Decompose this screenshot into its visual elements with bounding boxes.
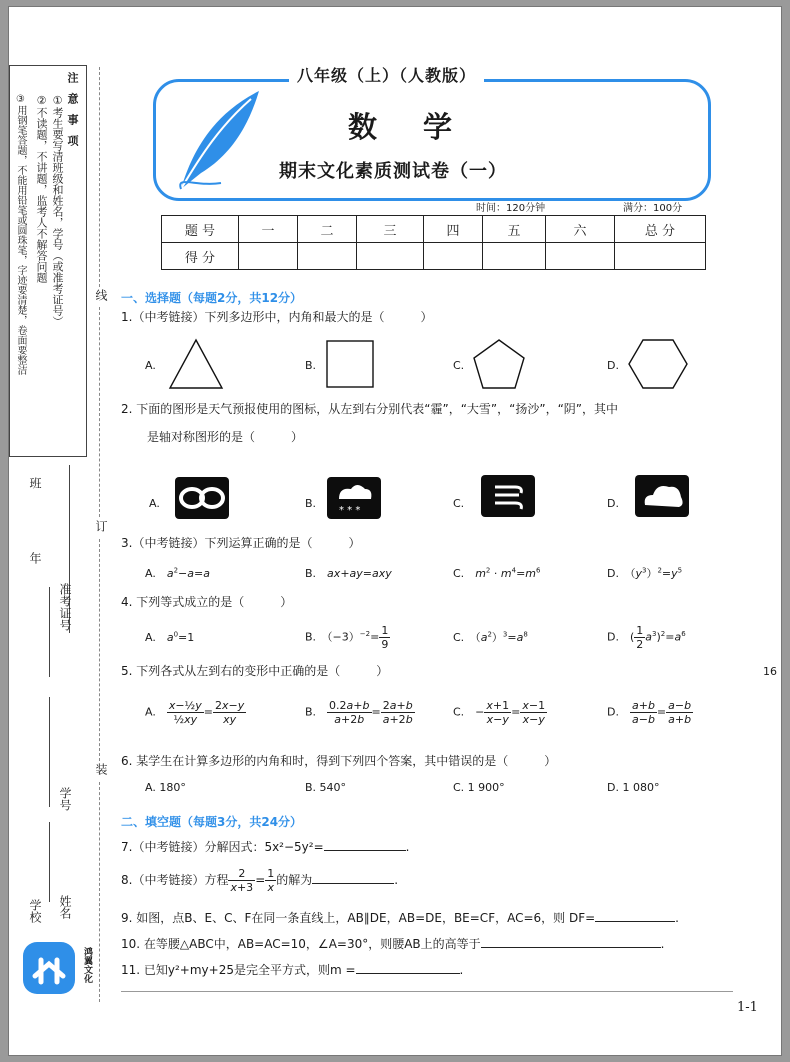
table-row <box>162 216 706 243</box>
q1-option-d: D. <box>607 359 619 372</box>
exam-no-label: 准考证号 <box>58 583 72 631</box>
table-cell: 五 <box>483 216 546 243</box>
school-line <box>49 822 50 902</box>
question-10: 10. 在等腰△ABC中，AB=AC=10，∠A=30°，则腰AB上的高等于 . <box>121 937 665 951</box>
q5-option-c: C. − $\frac{x+1}{x-y}$ = $\frac{x-1}{x-y}$ <box>453 699 546 726</box>
table-cell: 题 号 <box>162 216 239 243</box>
q5-option-d: D. $\frac{a+b}{a-b}$ = $\frac{a-b}{a+b}$ <box>607 699 692 726</box>
answer-blank[interactable] <box>595 921 675 922</box>
q2-option-b: B. <box>305 497 317 510</box>
answer-blank[interactable] <box>312 883 394 884</box>
q2-option-c: C. <box>453 497 465 510</box>
heavy-snow-icon <box>327 477 381 519</box>
q1-option-b: B. <box>305 359 317 372</box>
overcast-icon <box>635 475 689 517</box>
question-11-text: 11. 已知y²+my+25是完全平方式，则m = <box>121 963 356 977</box>
question-9: 9. 如图，点B、E、C、F在同一条直线上，AB∥DE，AB=DE，BE=CF，AC=6，则 DF= . <box>121 911 679 925</box>
q3-option-a: A. $a^2-a=a$ <box>145 566 210 580</box>
question-8-text-2: 的解为 <box>276 873 313 887</box>
question-1: 1.（中考链接）下列多边形中，内角和最大的是（ ） <box>121 310 433 324</box>
svg-text:* * *: * * * <box>339 505 361 516</box>
q4-option-a: A. $a^0=1$ <box>145 630 195 644</box>
publisher-logo <box>23 942 75 994</box>
answer-blank[interactable] <box>356 973 460 974</box>
score-cell[interactable] <box>615 243 706 270</box>
notice-item-3: ③用钢笔答题，不能用铅笔或圆珠笔，字迹要清楚，卷面要整洁 <box>15 94 26 375</box>
student-no-line <box>49 697 50 807</box>
feather-icon <box>161 85 281 195</box>
question-3: 3.（中考链接）下列运算正确的是（ ） <box>121 536 361 550</box>
ding-mark: 订 <box>94 520 108 532</box>
table-cell: 六 <box>546 216 615 243</box>
q3-option-d: D. $(y^3)^2=y^5$ <box>607 566 683 580</box>
student-no-label: 学号 <box>58 787 72 811</box>
question-9-text: 9. 如图，点B、E、C、F在同一条直线上，AB∥DE，AB=DE，BE=CF，AC=6，则 DF= <box>121 911 596 925</box>
q5-option-a: A. $\frac{\text{x−½y}}{\text{½xy}}$ = $\frac{2x-y}{xy}$ <box>145 699 245 726</box>
q3-option-c: C. $m^2 \cdot m^4=m^6$ <box>453 566 541 580</box>
question-2-line-2: 是轴对称图形的是（ ） <box>147 430 304 444</box>
q2-option-a: A. <box>149 497 160 510</box>
time-label: 时间：120分钟 <box>476 203 546 214</box>
triangle-shape <box>167 337 225 391</box>
notice-item-2: ②不读题，不讲题，监考人不解答问题 <box>35 94 48 283</box>
table-row <box>162 243 706 270</box>
question-7: 7.（中考链接）分解因式：5x²−5y²= . <box>121 840 410 854</box>
question-11: 11. 已知y²+my+25是完全平方式，则m = . <box>121 963 464 977</box>
question-6: 6. 某学生在计算多边形的内角和时，得到下列四个答案，其中错误的是（ ） <box>121 754 557 768</box>
question-4: 4. 下列等式成立的是（ ） <box>121 595 293 609</box>
full-score-label: 满分：100分 <box>623 203 683 214</box>
score-cell[interactable] <box>239 243 298 270</box>
logo-icon <box>23 942 75 994</box>
binding-line <box>99 539 100 761</box>
table-cell: 三 <box>357 216 424 243</box>
table-cell: 二 <box>298 216 357 243</box>
score-table <box>161 215 706 270</box>
section-2-title: 二、填空题（每题3分，共24分） <box>121 815 303 829</box>
page-code: 1-1 <box>737 1000 758 1015</box>
q6-option-b: B. 540° <box>305 781 347 794</box>
grade-title: 八年级（上）（人教版） <box>289 63 484 86</box>
exam-title: 期末文化素质测试卷（一） <box>279 161 507 182</box>
q2-option-d: D. <box>607 497 619 510</box>
table-cell: 一 <box>239 216 298 243</box>
answer-blank[interactable] <box>324 850 406 851</box>
notice-box <box>9 65 87 457</box>
question-5: 5. 下列各式从左到右的变形中正确的是（ ） <box>121 664 389 678</box>
footer-divider <box>121 991 733 992</box>
notice-heading: 注意事项 <box>66 72 79 156</box>
pentagon-shape <box>471 337 527 391</box>
q1-option-a: A. <box>145 359 156 372</box>
question-8-text: 8.（中考链接）方程 <box>121 873 229 887</box>
score-cell[interactable] <box>298 243 357 270</box>
subject-title: 数 学 <box>347 110 471 144</box>
question-7-text: 7.（中考链接）分解因式：5x²−5y²= <box>121 840 324 854</box>
grade-label: 年 <box>28 552 42 564</box>
q4-option-c: C. $(a^2)^3=a^8$ <box>453 630 528 644</box>
logo-text: 鸿翼文化 <box>82 947 92 983</box>
score-cell[interactable] <box>357 243 424 270</box>
binding-line <box>99 67 100 287</box>
q1-option-c: C. <box>453 359 465 372</box>
answer-blank[interactable] <box>481 947 661 948</box>
school-label: 学校 <box>28 899 42 923</box>
section-1-title: 一、选择题（每题2分，共12分） <box>121 291 303 305</box>
q6-option-d: D. 1 080° <box>607 781 660 794</box>
score-cell[interactable] <box>424 243 483 270</box>
q5-option-b: B. $\frac{0.2a+b}{a+2b}$ = $\frac{2a+b}{a+2b}$ <box>305 699 413 726</box>
score-cell[interactable] <box>483 243 546 270</box>
q3-option-b: B. ax+ay=axy <box>305 567 392 580</box>
exam-no-line <box>49 587 50 677</box>
q6-option-c: C. 1 900° <box>453 781 505 794</box>
notice-item-1: ①考生要写清班级和姓名，学号（或准考证号） <box>51 94 64 327</box>
name-label: 姓名 <box>58 895 72 919</box>
zhuang-mark: 装 <box>94 763 108 775</box>
question-2-line-1: 2. 下面的图形是天气预报使用的图标，从左到右分别代表“霾”，“大雪”，“扬沙”，“阴”，其中 <box>121 402 619 416</box>
line-mark: 线 <box>94 289 108 301</box>
haze-weather-icon <box>175 477 229 519</box>
side-number: 16 <box>763 665 777 678</box>
question-10-text: 10. 在等腰△ABC中，AB=AC=10，∠A=30°，则腰AB上的高等于 <box>121 937 481 951</box>
binding-line <box>99 782 100 1002</box>
question-8: 8.（中考链接）方程 $\frac{2}{x+3}$ = $\frac{1}{x}$ 的解为 . <box>121 867 399 894</box>
binding-line <box>99 307 100 517</box>
q4-option-d: D. ( $\frac{1}{2}$ $a^3)^2=a^6$ <box>607 624 686 651</box>
square-shape <box>325 339 377 389</box>
score-cell[interactable] <box>546 243 615 270</box>
q6-option-a: A. 180° <box>145 781 186 794</box>
q4-option-b: B. $(-3)^{-2}=$ $\frac{1}{9}$ <box>305 624 389 651</box>
hexagon-shape <box>627 337 689 391</box>
exam-page <box>8 6 782 1056</box>
table-cell: 四 <box>424 216 483 243</box>
sandstorm-icon <box>481 475 535 517</box>
table-cell: 总 分 <box>615 216 706 243</box>
class-label: 班 <box>28 477 42 489</box>
table-cell: 得 分 <box>162 243 239 270</box>
